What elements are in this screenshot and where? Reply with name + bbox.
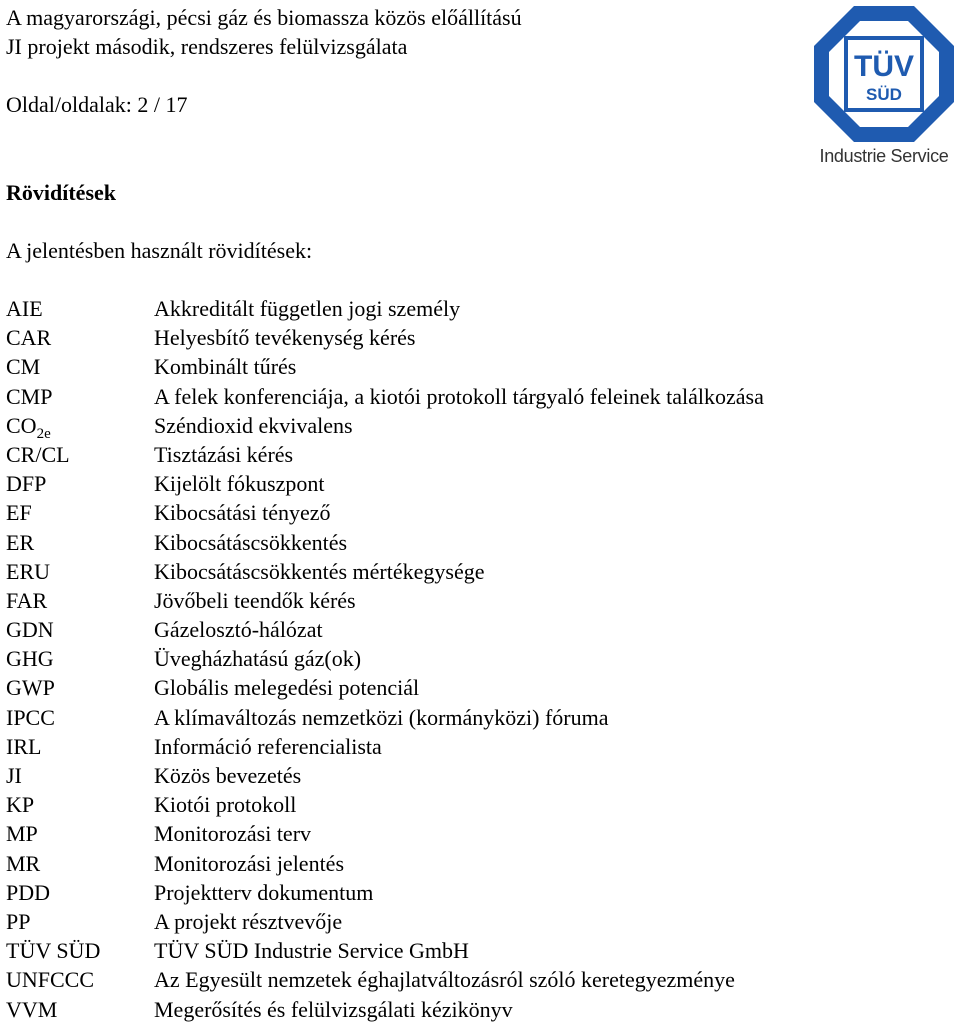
tuv-sud-logo [812, 4, 956, 174]
abbreviation-definition: Helyesbítő tevékenység kérés [154, 325, 416, 351]
abbreviation-definition: Közös bevezetés [154, 763, 302, 788]
abbreviation-definition: Gázelosztó-hálózat [154, 617, 323, 643]
abbreviation-definition: Az Egyesült nemzetek éghajlatváltozásról szóló keretegyezménye [154, 967, 735, 993]
abbreviation-row [0, 617, 960, 646]
abbreviation-definition: Akkreditált független jogi személy [154, 296, 461, 321]
abbreviation-term: GDN [6, 617, 54, 643]
abbreviation-list [0, 296, 960, 1026]
logo-mark-text: TÜV [854, 50, 914, 83]
abbreviation-definition: Kibocsátáscsökkentés mértékegysége [154, 558, 485, 584]
abbreviation-definition: Üvegházhatású gáz(ok) [154, 646, 362, 672]
abbreviation-definition: A projekt résztvevője [154, 908, 343, 934]
abbreviation-definition: Kiotói protokoll [154, 792, 297, 818]
abbreviation-term: CMP [6, 383, 53, 409]
abbreviation-definition: Kijelölt fókuszpont [154, 471, 325, 497]
abbreviation-definition: TÜV SÜD Industrie Service GmbH [154, 938, 469, 964]
abbreviation-definition: Monitorozási jelentés [154, 850, 345, 876]
logo-sub-text: SÜD [866, 85, 902, 104]
abbreviation-row [0, 880, 960, 909]
abbreviation-term: FAR [6, 587, 48, 613]
abbreviation-row [0, 530, 960, 559]
abbreviation-row [0, 500, 960, 529]
document-title-line-2: JI projekt második, rendszeres felülvizsgálata [6, 34, 408, 59]
abbreviation-row [0, 384, 960, 413]
abbreviation-definition: Jövőbeli teendők kérés [154, 587, 356, 613]
abbreviation-term: CM [6, 354, 41, 380]
section-heading: Rövidítések [6, 180, 116, 205]
abbreviation-row [0, 909, 960, 938]
abbreviation-term: PDD [6, 879, 51, 905]
abbreviation-term: DFP [6, 471, 47, 497]
abbreviation-term: CR/CL [6, 441, 70, 467]
abbreviation-row [0, 705, 960, 734]
abbreviation-row [0, 763, 960, 792]
abbreviation-term: ER [6, 529, 35, 555]
abbreviation-definition: Kibocsátási tényező [154, 500, 331, 526]
abbreviation-term: EF [6, 500, 32, 526]
abbreviation-row [0, 938, 960, 967]
abbreviation-row [0, 296, 960, 325]
abbreviation-definition: Megerősítés és felülvizsgálati kézikönyv [154, 996, 513, 1022]
abbreviation-definition: A felek konferenciája, a kiotói protokoll tárgyaló feleinek találkozása [154, 383, 764, 409]
abbreviation-term: KP [6, 792, 35, 818]
abbreviation-term: ERU [6, 558, 50, 584]
abbreviation-term: GHG [6, 646, 54, 672]
abbreviation-term: PP [6, 908, 31, 934]
abbreviation-row [0, 792, 960, 821]
abbreviation-row [0, 734, 960, 763]
abbreviation-definition: Monitorozási terv [154, 821, 312, 847]
abbreviation-term: GWP [6, 675, 55, 701]
abbreviation-term: IRL [6, 733, 42, 759]
abbreviation-row [0, 675, 960, 704]
abbreviation-row [0, 646, 960, 675]
section-intro: A jelentésben használt rövidítések: [6, 238, 313, 263]
abbreviation-row [0, 559, 960, 588]
abbreviation-row [0, 354, 960, 383]
abbreviation-definition: Projektterv dokumentum [154, 879, 374, 905]
abbreviation-row [0, 413, 960, 442]
abbreviation-term: IPCC [6, 704, 55, 730]
abbreviation-term: UNFCCC [6, 967, 95, 993]
abbreviation-row [0, 325, 960, 354]
abbreviation-definition: Széndioxid ekvivalens [154, 412, 353, 438]
abbreviation-term: AIE [6, 296, 43, 321]
page-number: Oldal/oldalak: 2 / 17 [6, 92, 188, 117]
abbreviation-row [0, 997, 960, 1026]
abbreviation-term: $CO_{2e}$ [6, 412, 51, 442]
abbreviation-definition: Információ referencialista [154, 733, 382, 759]
abbreviation-term: VVM [6, 996, 58, 1022]
abbreviation-row [0, 821, 960, 850]
abbreviation-definition: Kombinált tűrés [154, 354, 297, 380]
abbreviation-subscript: 2e [36, 425, 51, 442]
abbreviation-term: MR [6, 850, 41, 876]
abbreviation-definition: Globális melegedési potenciál [154, 675, 420, 701]
abbreviation-term: JI [6, 763, 22, 788]
tuv-octagon-icon [812, 4, 956, 144]
abbreviation-row [0, 442, 960, 471]
abbreviation-row [0, 471, 960, 500]
abbreviation-row [0, 588, 960, 617]
logo-caption: Industrie Service [819, 146, 949, 166]
abbreviation-term: TÜV SÜD [6, 938, 101, 964]
abbreviation-term: CAR [6, 325, 52, 351]
abbreviation-term: MP [6, 821, 38, 847]
abbreviation-row [0, 967, 960, 996]
abbreviation-definition: Kibocsátáscsökkentés [154, 529, 348, 555]
abbreviation-row [0, 851, 960, 880]
abbreviation-definition: A klímaváltozás nemzetközi (kormányközi) fóruma [154, 704, 609, 730]
abbreviation-definition: Tisztázási kérés [154, 441, 294, 467]
document-title-line-1: A magyarországi, pécsi gáz és biomassza közös előállítású [6, 5, 522, 30]
